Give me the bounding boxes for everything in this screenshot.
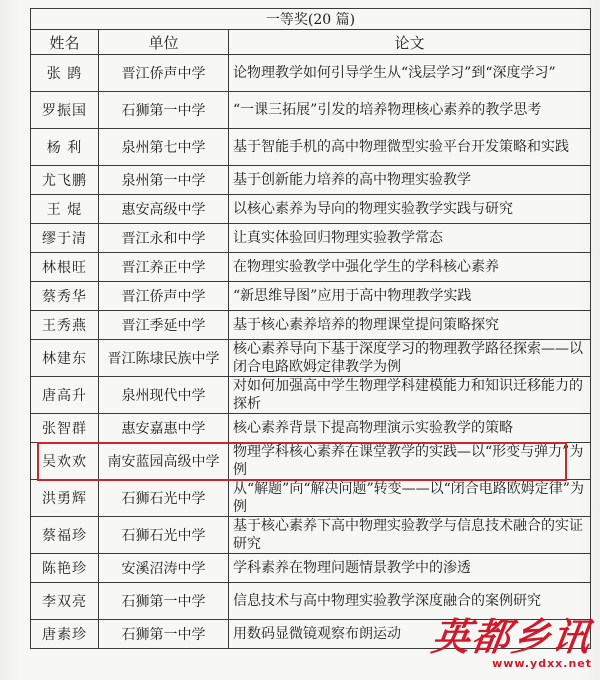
table-row-highlighted xyxy=(31,443,591,480)
cell-name: 洪勇辉 xyxy=(31,480,99,517)
cell-paper: “新思维导图”应用于高中物理教学实践 xyxy=(229,282,591,311)
table-row xyxy=(31,377,591,414)
table-row xyxy=(31,414,591,443)
cell-name: 李双亮 xyxy=(31,583,99,620)
table-row xyxy=(31,195,591,224)
cell-unit: 南安蓝园高级中学 xyxy=(99,443,229,480)
cell-paper: “一课三拓展”引发的培养物理核心素养的教学思考 xyxy=(229,92,591,129)
cell-unit: 石狮石光中学 xyxy=(99,517,229,554)
header-paper: 论文 xyxy=(229,30,591,55)
cell-name: 王秀燕 xyxy=(31,311,99,340)
watermark-url: www.ydxx.net xyxy=(492,657,592,670)
cell-name: 陈艳珍 xyxy=(31,554,99,583)
table-row xyxy=(31,224,591,253)
table-header-row xyxy=(31,30,591,55)
table-row xyxy=(31,340,591,377)
cell-unit: 安溪沼涛中学 xyxy=(99,554,229,583)
cell-paper: 核心素养导向下基于深度学习的物理教学路径探索——以闭合电路欧姆定律教学为例 xyxy=(229,340,591,377)
cell-name: 林根旺 xyxy=(31,253,99,282)
table-row xyxy=(31,166,591,195)
cell-name: 杨 利 xyxy=(31,129,99,166)
cell-unit: 泉州第七中学 xyxy=(99,129,229,166)
cell-paper: 让真实体验回归物理实验教学常态 xyxy=(229,224,591,253)
cell-unit: 晋江季延中学 xyxy=(99,311,229,340)
cell-paper: 信息技术与高中物理实验教学深度融合的案例研究 xyxy=(229,583,591,620)
table-title-row xyxy=(31,9,591,30)
table-row xyxy=(31,92,591,129)
cell-paper: 对如何加强高中学生物理学科建模能力和知识迁移能力的探析 xyxy=(229,377,591,414)
cell-unit: 泉州第一中学 xyxy=(99,166,229,195)
cell-paper: 基于智能手机的高中物理微型实验平台开发策略和实践 xyxy=(229,129,591,166)
cell-unit: 石狮第一中学 xyxy=(99,92,229,129)
cell-name: 唐素珍 xyxy=(31,620,99,649)
cell-paper: 物理学科核心素养在课堂教学的实践—以“形变与弹力”为例 xyxy=(229,443,591,480)
cell-paper: 基于创新能力培养的高中物理实验教学 xyxy=(229,166,591,195)
cell-paper: 基于核心素养下高中物理实验教学与信息技术融合的实证研究 xyxy=(229,517,591,554)
cell-paper: 核心素养背景下提高物理演示实验教学的策略 xyxy=(229,414,591,443)
cell-name: 吴欢欢 xyxy=(31,443,99,480)
cell-name: 蔡福珍 xyxy=(31,517,99,554)
table-title: 一等奖(20 篇) xyxy=(31,9,591,30)
watermark-brand: 英都乡讯 xyxy=(428,614,596,659)
cell-unit: 晋江侨声中学 xyxy=(99,282,229,311)
cell-name: 尤飞鹏 xyxy=(31,166,99,195)
table-row xyxy=(31,554,591,583)
table-row xyxy=(31,55,591,92)
cell-name: 张智群 xyxy=(31,414,99,443)
cell-name: 缪于清 xyxy=(31,224,99,253)
table-row xyxy=(31,129,591,166)
cell-unit: 泉州现代中学 xyxy=(99,377,229,414)
cell-paper: 从“解题”向“解决问题”转变——以“闭合电路欧姆定律”为例 xyxy=(229,480,591,517)
cell-paper: 论物理教学如何引导学生从“浅层学习”到“深度学习” xyxy=(229,55,591,92)
cell-name: 张 鹍 xyxy=(31,55,99,92)
cell-unit: 石狮石光中学 xyxy=(99,480,229,517)
cell-name: 蔡秀华 xyxy=(31,282,99,311)
table-row xyxy=(31,253,591,282)
watermark xyxy=(428,614,596,670)
header-unit: 单位 xyxy=(99,30,229,55)
table-row xyxy=(31,282,591,311)
cell-unit: 惠安高级中学 xyxy=(99,195,229,224)
cell-paper: 在物理实验教学中强化学生的学科核心素养 xyxy=(229,253,591,282)
cell-paper: 基于核心素养培养的物理课堂提问策略探究 xyxy=(229,311,591,340)
cell-name: 罗振国 xyxy=(31,92,99,129)
cell-unit: 晋江养正中学 xyxy=(99,253,229,282)
cell-unit: 晋江陈埭民族中学 xyxy=(99,340,229,377)
cell-unit: 晋江永和中学 xyxy=(99,224,229,253)
cell-paper: 以核心素养为导向的物理实验教学实践与研究 xyxy=(229,195,591,224)
cell-paper: 用数码显微镜观察布朗运动 xyxy=(229,620,591,649)
table-row xyxy=(31,480,591,517)
cell-paper: 学科素养在物理问题情景教学中的渗透 xyxy=(229,554,591,583)
header-name: 姓名 xyxy=(31,30,99,55)
cell-unit: 石狮第一中学 xyxy=(99,620,229,649)
cell-name: 唐高升 xyxy=(31,377,99,414)
cell-unit: 石狮第一中学 xyxy=(99,583,229,620)
cell-unit: 惠安嘉惠中学 xyxy=(99,414,229,443)
award-table xyxy=(30,8,591,649)
cell-unit: 晋江侨声中学 xyxy=(99,55,229,92)
table-row xyxy=(31,311,591,340)
cell-name: 林建东 xyxy=(31,340,99,377)
table-row xyxy=(31,517,591,554)
cell-name: 王 焜 xyxy=(31,195,99,224)
